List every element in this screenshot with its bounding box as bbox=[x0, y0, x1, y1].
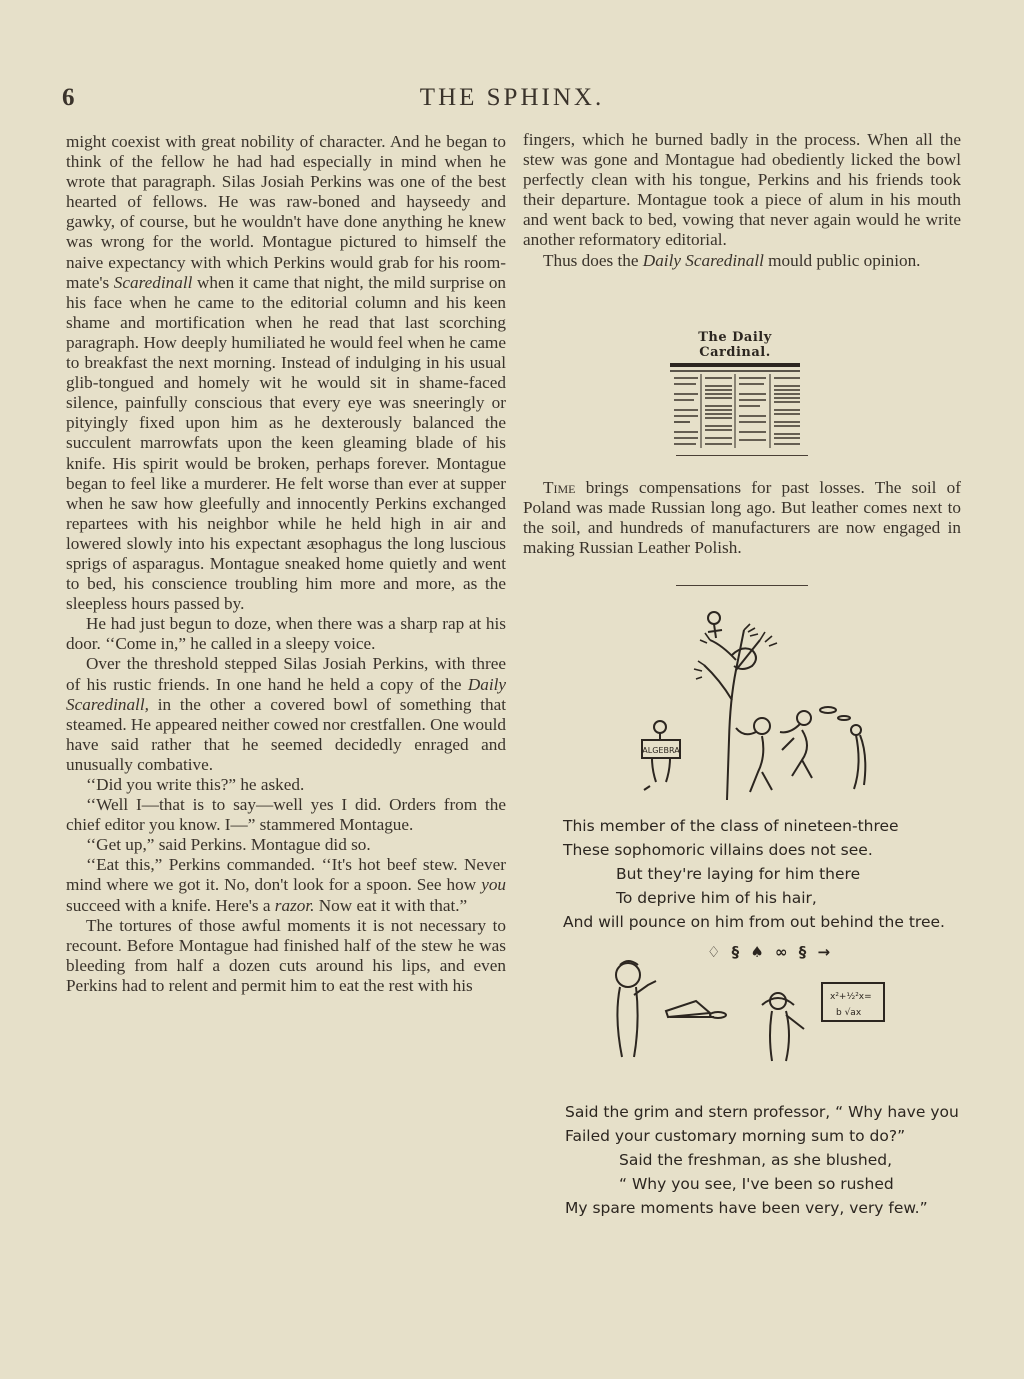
paragraph: Over the threshold stepped Silas Josiah Perkins, with three of his rustic friends. In one hand he held a copy of the Daily Scaredinall, in the other a covered bowl of something that steamed. He appeared neither cowed nor crestfallen. One would have said rather that he seemed decidedly enraged and unusually combative. bbox=[66, 654, 507, 774]
running-title: THE SPHINX. bbox=[419, 84, 605, 111]
paragraph: Thus does the Daily Scaredinall mould public opinion. bbox=[543, 250, 921, 270]
professor-cartoon-illustration bbox=[600, 955, 900, 1067]
blackboard-text: x²+½²x= bbox=[830, 992, 872, 1002]
poem-professor bbox=[565, 1100, 959, 1220]
hieroglyph-line: ♢ § ♠ ∞ § → bbox=[707, 943, 834, 961]
newspaper-illustration bbox=[660, 330, 810, 442]
time-paragraph: Time brings compensations for past losses. The soil of Poland was made Russian long ago. But leather comes next to the soil, and hundreds of manufacturers are now engaged in making Russian Leather Polish. bbox=[523, 478, 961, 558]
poem-line: And will pounce on him from out behind the tree. bbox=[563, 913, 945, 931]
poem-line: My spare moments have been very, very few.” bbox=[565, 1199, 928, 1217]
right-column bbox=[523, 130, 961, 271]
algebra-sign-text: ALGEBRA bbox=[642, 746, 680, 755]
left-column bbox=[66, 132, 506, 996]
paragraph: might coexist with great nobility of character. And he began to think of the fellow he had had especially in mind when he wrote that paragraph. Silas Josiah Perkins was one of the best hearted of fellows. He was raw-boned and hayseedy and gawky, of course, but he wouldn't have done anything he knew was wrong for the world. Montague pictured to himself the naive expectancy with which Perkins would grab for his room-mate's Scaredinall when it came that night, the mild surprise on his face when he came to the editorial column and his keen shame and mortification when he read that last scorching paragraph. How deeply humiliated he would feel when he came to breakfast the next morning. Instead of indulging in his usual glib-tongued and homely wit he would sit in shame-faced silence, painfully conscious that every eye was sneeringly or pityingly fixed upon him as he dexterously balanced the succulent marrowfats upon the keen gleaming blade of his knife. His spirit would be broken, perhaps forever. Montague began to feel like a murderer. He felt worse than ever at supper when he saw how gleefully and innocently Perkins exchanged repartees with his neighbor while he held high in air and lowered slowly into his expectant æsophagus the long luscious sprigs of asparagus. Montague sneaked home quietly and went to bed, his conscience troubling him more and more, as the sleepless hours passed by. bbox=[66, 132, 507, 614]
newspaper-title: The Daily Cardinal. bbox=[698, 330, 772, 360]
poem-line: This member of the class of nineteen-three bbox=[563, 817, 899, 835]
poem-tree bbox=[563, 814, 945, 934]
paragraph: ‘‘Did you write this?” he asked. bbox=[86, 775, 305, 794]
divider bbox=[676, 585, 808, 586]
blackboard-text: b √ax bbox=[836, 1008, 862, 1018]
tree-cartoon-illustration bbox=[632, 600, 872, 805]
poem-line: Failed your customary morning sum to do?” bbox=[565, 1127, 906, 1145]
poem-line: Said the grim and stern professor, “ Why have you bbox=[565, 1103, 959, 1121]
poem-line: To deprive him of his hair, bbox=[616, 889, 817, 907]
newspaper-columns-graphic bbox=[660, 360, 810, 452]
paragraph: fingers, which he burned badly in the process. When all the stew was gone and Montague had obediently licked the bowl perfectly clean with his tongue, Perkins and his friends took their departure. Montague took a piece of alum in his mouth and went back to bed, vowing that never again would he write another reformatory editorial. bbox=[523, 130, 961, 250]
paragraph: ‘‘Eat this,” Perkins commanded. ‘‘It's hot beef stew. Never mind where we got it. No, don't look for a spoon. See how you succeed with a knife. Here's a razor. Now eat it with that.” bbox=[66, 855, 507, 915]
paragraph: He had just begun to doze, when there was a sharp rap at his door. ‘‘Come in,” he called in a sleepy voice. bbox=[66, 614, 506, 654]
poem-line: “ Why you see, I've been so rushed bbox=[619, 1175, 894, 1193]
divider bbox=[676, 455, 808, 456]
paragraph: ‘‘Get up,” said Perkins. Montague did so. bbox=[86, 835, 371, 855]
page-number: 6 bbox=[62, 84, 76, 111]
poem-line: Said the freshman, as she blushed, bbox=[619, 1151, 893, 1169]
paragraph: The tortures of those awful moments it is not necessary to recount. Before Montague had finished half of the stew he was bleeding from half a dozen cuts around his lips, and even Perkins had to relent and permit him to eat the rest with his bbox=[66, 915, 506, 995]
poem-line: But they're laying for him there bbox=[616, 865, 861, 883]
paragraph: ‘‘Well I—that is to say—well yes I did. Orders from the chief editor you know. I—” stammered Montague. bbox=[66, 795, 506, 835]
poem-line: These sophomoric villains does not see. bbox=[563, 841, 873, 859]
